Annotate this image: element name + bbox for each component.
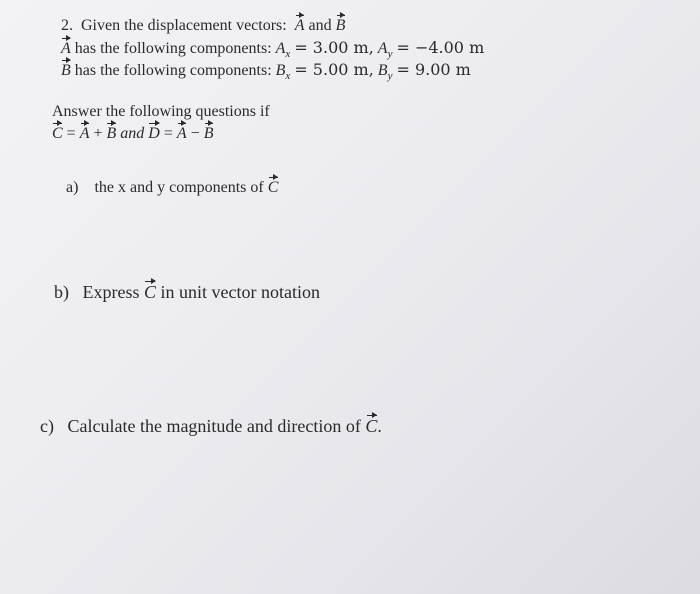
and-word: and bbox=[308, 17, 332, 34]
ax-value: = 3.00 m, bbox=[294, 38, 374, 57]
question-c bbox=[40, 416, 382, 436]
equals-sign: = bbox=[66, 125, 76, 142]
a-components-text: has the following components: bbox=[74, 40, 272, 57]
problem-header bbox=[61, 16, 345, 36]
question-a bbox=[66, 178, 278, 198]
question-text: Calculate the magnitude and direction of bbox=[67, 416, 361, 436]
problem-intro: Given the displacement vectors: bbox=[81, 17, 287, 34]
bx-label: B bbox=[275, 62, 286, 79]
vector-d: D bbox=[148, 125, 160, 142]
vector-c: C bbox=[267, 179, 279, 196]
ax-sub: x bbox=[285, 48, 291, 61]
problem-number: 2. bbox=[61, 17, 73, 34]
by-value: = 9.00 m bbox=[396, 60, 471, 79]
plus-sign: + bbox=[93, 125, 103, 142]
ay-value: = −4.00 m bbox=[396, 38, 485, 57]
vector-b: B bbox=[203, 125, 214, 142]
minus-sign: − bbox=[190, 125, 200, 142]
vector-a: A bbox=[294, 17, 305, 34]
vector-b: B bbox=[61, 62, 71, 79]
ay-sub: y bbox=[387, 48, 393, 61]
ay-label: A bbox=[377, 40, 388, 57]
question-label: b) bbox=[54, 282, 69, 302]
by-label: B bbox=[377, 62, 388, 79]
vector-c: C bbox=[365, 416, 378, 436]
vector-a: A bbox=[79, 125, 90, 142]
vector-b: B bbox=[335, 17, 346, 34]
vector-a: A bbox=[61, 40, 71, 57]
bx-sub: x bbox=[285, 70, 291, 83]
answer-intro: Answer the following questions if bbox=[52, 103, 270, 120]
question-text: Express bbox=[82, 282, 140, 302]
answer-intro-text bbox=[52, 102, 270, 122]
vector-definitions bbox=[52, 124, 213, 144]
bleed-through-text bbox=[70, 228, 76, 251]
by-sub: y bbox=[387, 70, 393, 83]
ax-label: A bbox=[275, 40, 286, 57]
question-label: c) bbox=[40, 416, 54, 436]
question-tail: in unit vector notation bbox=[160, 282, 320, 302]
question-label: a) bbox=[66, 179, 79, 196]
question-b bbox=[54, 282, 320, 302]
vector-c: C bbox=[144, 282, 157, 302]
vector-b: B bbox=[106, 125, 117, 142]
bx-value: = 5.00 m, bbox=[294, 60, 374, 79]
vector-a: A bbox=[176, 125, 187, 142]
equals-sign: = bbox=[163, 125, 173, 142]
b-components-text: has the following components: bbox=[74, 62, 272, 79]
question-text: the x and y components of bbox=[94, 179, 264, 196]
vector-c: C bbox=[52, 125, 63, 142]
b-components-line bbox=[61, 60, 471, 86]
question-tail: . bbox=[377, 416, 382, 436]
and-word: and bbox=[120, 125, 145, 142]
